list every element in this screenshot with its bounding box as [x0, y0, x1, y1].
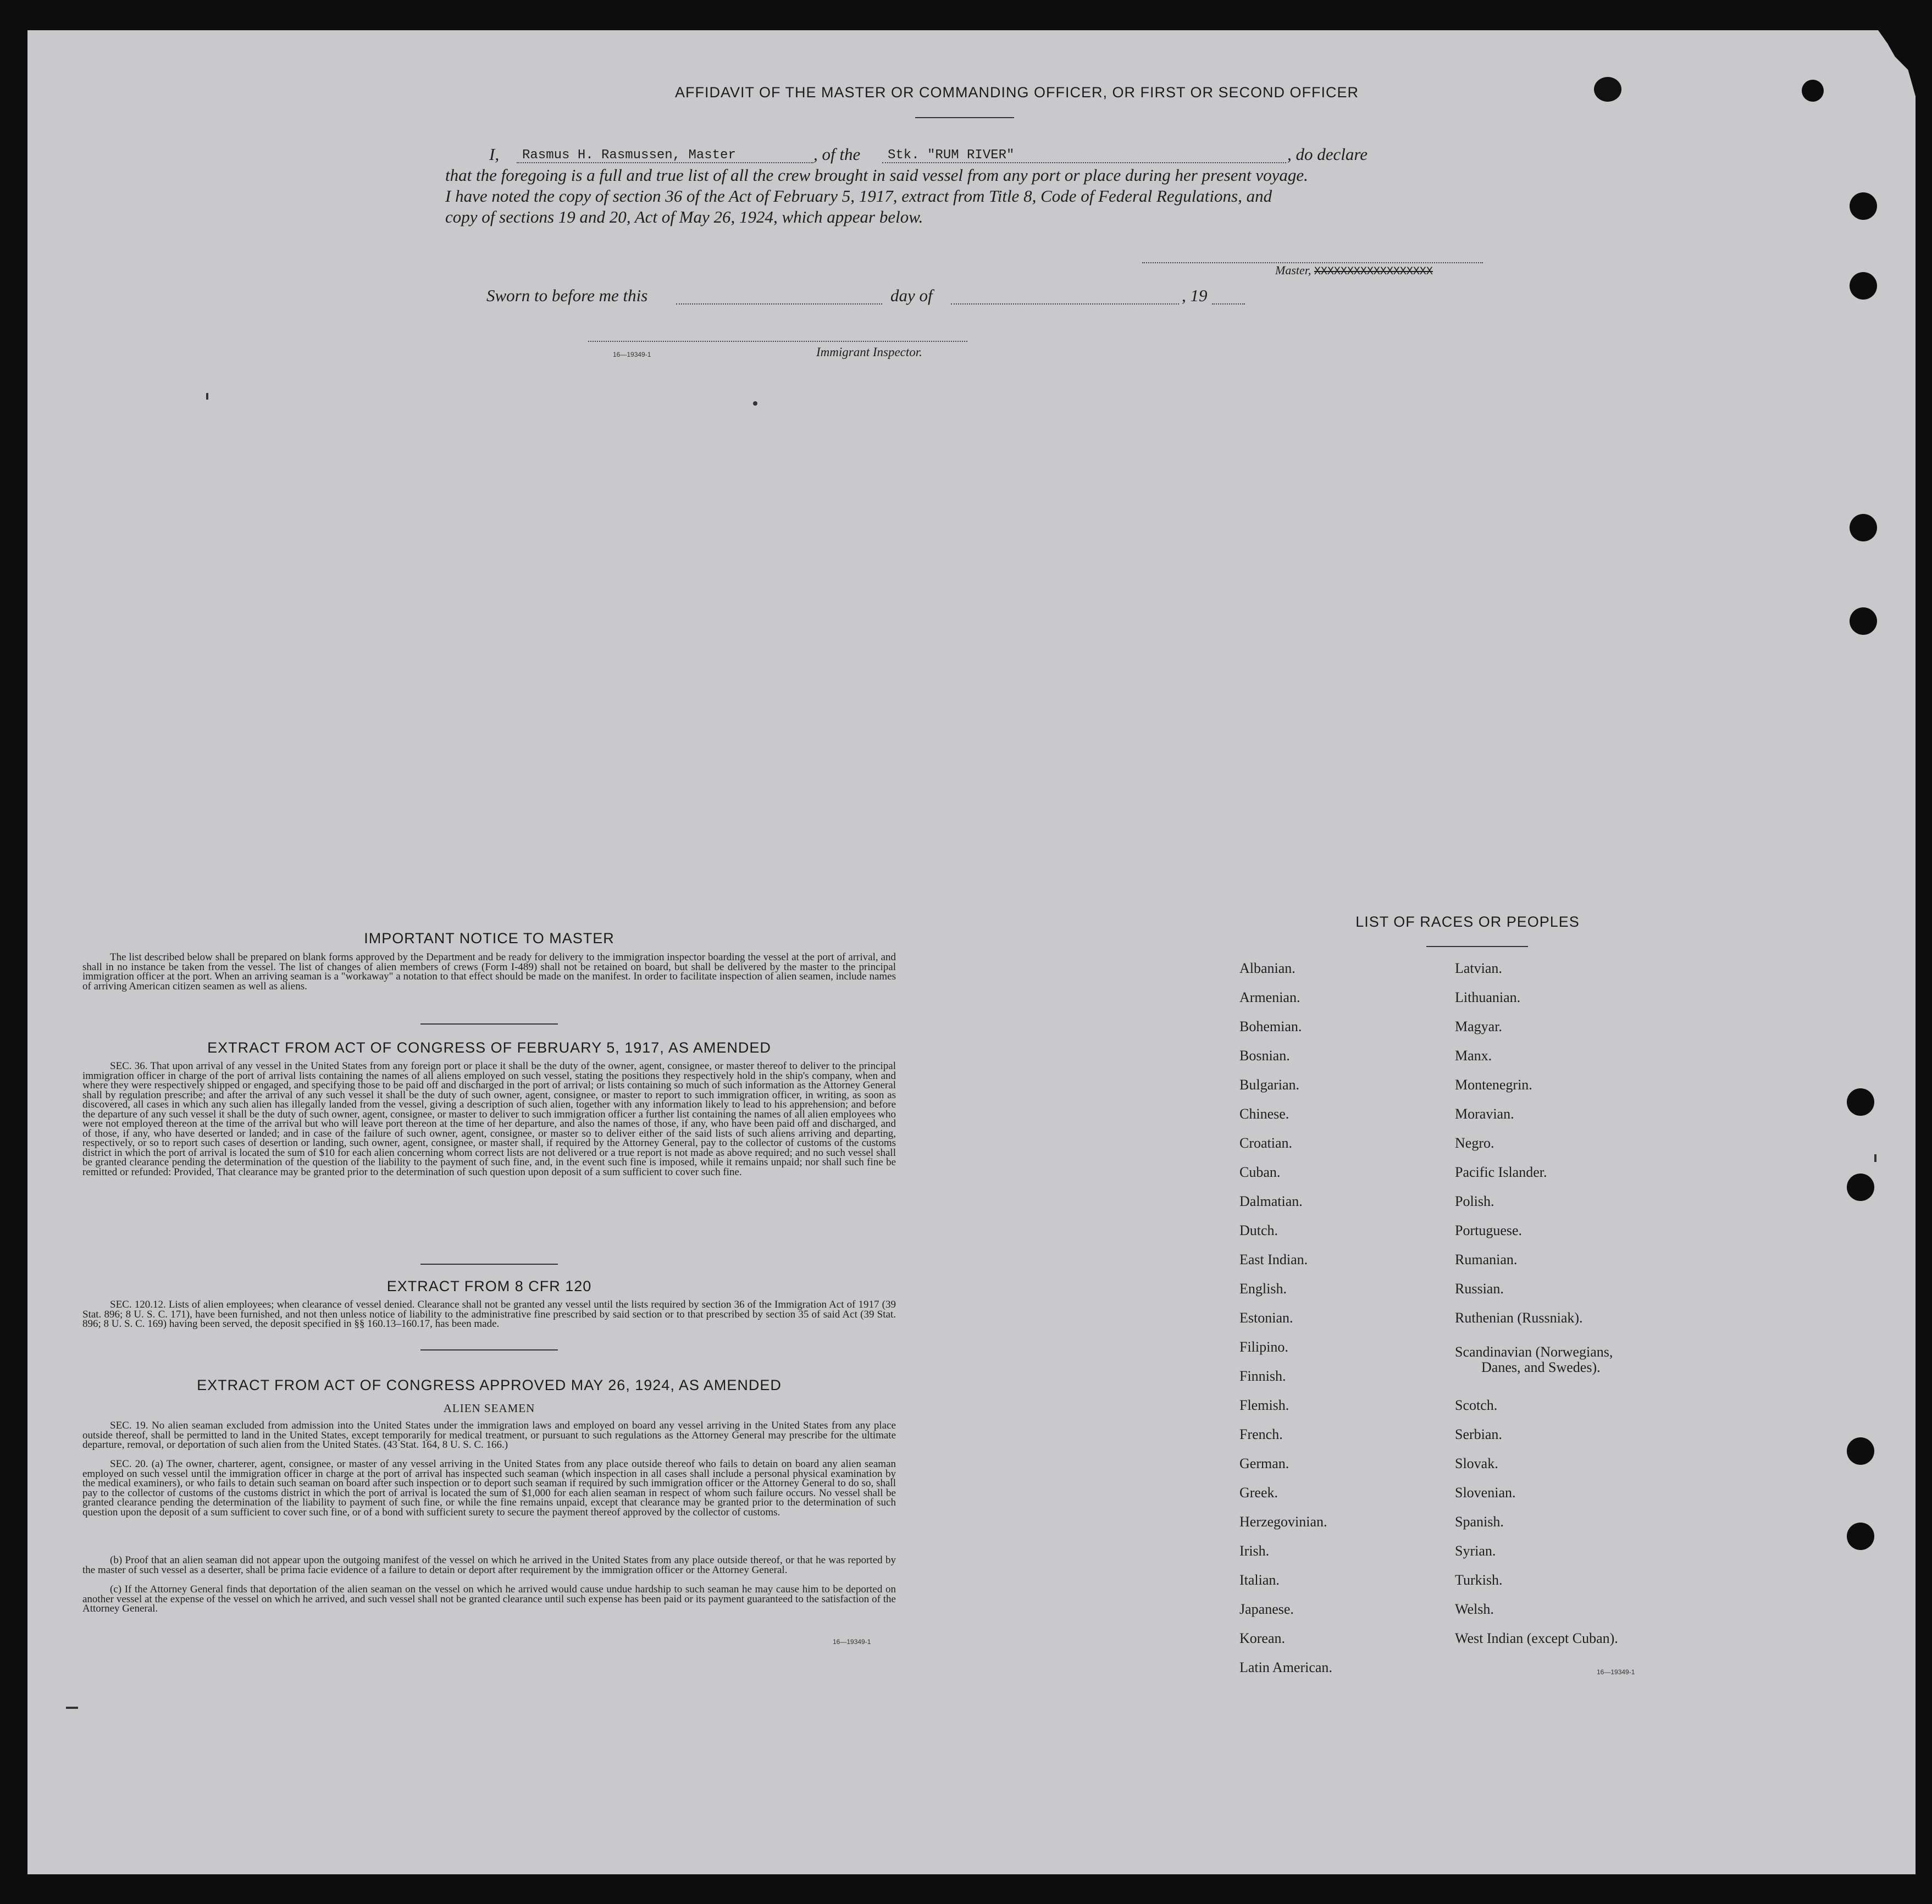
race-item: Bosnian.	[1239, 1048, 1290, 1064]
master-name-line	[517, 162, 813, 163]
punch-hole	[1850, 514, 1877, 541]
race-item: Manx.	[1455, 1048, 1492, 1064]
extract-cfr-body: SEC. 120.12. Lists of alien employees; when clearance of vessel denied. Clearance shall not be granted any vessel until the lists required by section 36 of the Immigration Act of 1917 (39 Stat. 896; 8 U. S. C. 171), have been furnished, and not then unless notice of liability to the administrative fine prescribed by said section or to that prescribed by section 35 of said Act (39 Stat. 896; 8 U. S. C. 169) having been served, the deposit specified in §§ 160.13–160.17, has been made.	[82, 1299, 896, 1330]
race-item: Dutch.	[1239, 1222, 1278, 1238]
race-item: Latin American.	[1239, 1659, 1332, 1675]
race-item: German.	[1239, 1455, 1289, 1471]
torn-corner	[1822, 30, 1916, 96]
race-item: Armenian.	[1239, 989, 1300, 1005]
signature-label: Master,	[1275, 263, 1311, 277]
title-rule	[915, 117, 1014, 118]
race-item: Slovenian.	[1455, 1485, 1516, 1501]
extract-1924-sec20b: (b) Proof that an alien seaman did not appear upon the outgoing manifest of the vessel on which he arrived in the United States from any place outside thereof, or that he was reported by the master of such vessel as a deserter, shall be prima facie evidence of a failure to detain or deport after requirement by the immigration officer or the Attorney General.	[82, 1554, 896, 1576]
signature-struck: XXXXXXXXXXXXXXXXXX	[1314, 265, 1433, 278]
affidavit-line4: copy of sections 19 and 20, Act of May 26, 1924, which appear below.	[445, 207, 923, 226]
race-item: Portuguese.	[1455, 1222, 1523, 1238]
speck	[753, 401, 757, 406]
race-item: Scotch.	[1455, 1397, 1498, 1413]
punch-hole	[1847, 1088, 1874, 1116]
race-item: Russian.	[1455, 1281, 1504, 1297]
extract-1924-sec20a: SEC. 20. (a) The owner, charterer, agent, consignee, or master of any vessel arriving in the United States from any place outside thereof who fails to detain on board any alien seaman employed on such vessel until the immigration officer in charge at the port of arrival has inspected such seaman (which inspection in all cases shall include a personal physical examination by the medical examiners), or who fails to detain such seaman on board after such inspection or to deport such seaman if required by such immigration officer or the Attorney General to do so, shall pay to the collector of customs of the customs district in which the port of arrival is located the sum of $1,000 for each alien seaman in respect of whom such failure occurs. No vessel shall be granted clearance pending the determination of the liability to payment of such fine, or while the fine remains unpaid, except that clearance may be granted prior to the determination of such question upon the deposit of a sum sufficient to cover such fine, or of a bond with sufficient surety to secure the payment thereof approved by the collector of customs.	[82, 1458, 896, 1518]
speck	[1874, 1154, 1876, 1162]
punch-hole	[1847, 1437, 1874, 1465]
race-item: French.	[1239, 1426, 1283, 1442]
speck	[206, 393, 208, 400]
sworn-month-line	[951, 303, 1179, 305]
vessel-name: Stk. "RUM RIVER"	[888, 148, 1015, 163]
year-label: , 19	[1182, 286, 1208, 305]
affidavit-title: AFFIDAVIT OF THE MASTER OR COMMANDING OFFICER, OR FIRST OR SECOND OFFICER	[674, 84, 1359, 101]
race-item: Polish.	[1455, 1193, 1494, 1209]
race-item: Spanish.	[1455, 1514, 1504, 1530]
punch-hole	[1847, 1523, 1874, 1550]
race-item: Cuban.	[1239, 1164, 1281, 1180]
race-item: Negro.	[1455, 1135, 1494, 1151]
race-item: English.	[1239, 1281, 1287, 1297]
race-item: Danes, and Swedes).	[1481, 1359, 1601, 1375]
extract-1924-sec20c: (c) If the Attorney General finds that deportation of the alien seaman on the vessel on which he arrived would cause undue hardship to such seaman he may cause him to be deported on another vessel at the expense of the vessel on which he arrived, and such vessel shall not be granted clearance until such expense has been paid or its payment guaranteed to the satisfaction of the Attorney General.	[82, 1584, 896, 1614]
punch-hole	[1850, 192, 1877, 220]
do-declare-label: , do declare	[1287, 145, 1368, 164]
extract-1917-rule	[420, 1264, 558, 1265]
race-item: Ruthenian (Russniak).	[1455, 1310, 1583, 1326]
sworn-label: Sworn to before me this	[486, 286, 648, 305]
race-item: Lithuanian.	[1455, 989, 1521, 1005]
speck	[66, 1707, 78, 1709]
ink-blot	[1594, 77, 1621, 102]
race-item: Greek.	[1239, 1485, 1278, 1501]
race-item: Finnish.	[1239, 1368, 1286, 1384]
punch-hole	[1802, 80, 1824, 102]
master-name: Rasmus H. Rasmussen, Master	[522, 148, 736, 163]
affidavit-line2: that the foregoing is a full and true list of all the crew brought in said vessel from any port or place during her present voyage.	[445, 165, 1308, 185]
race-item: Scandinavian (Norwegians,	[1455, 1344, 1613, 1360]
extract-1924-subtitle: ALIEN SEAMEN	[443, 1402, 535, 1415]
of-the-label: , of the	[813, 145, 861, 164]
races-title: LIST OF RACES OR PEOPLES	[1355, 914, 1580, 930]
race-item: Japanese.	[1239, 1601, 1294, 1617]
race-item: Albanian.	[1239, 960, 1296, 976]
document-sheet	[27, 30, 1916, 1874]
race-item: Chinese.	[1239, 1106, 1289, 1122]
sworn-line	[486, 286, 1256, 308]
extract-1917-title: EXTRACT FROM ACT OF CONGRESS OF FEBRUARY 5, 1917, AS AMENDED	[207, 1039, 771, 1056]
race-item: Latvian.	[1455, 960, 1502, 976]
form-number-extract: 16—19349-1	[833, 1638, 871, 1646]
extract-1924-title: EXTRACT FROM ACT OF CONGRESS APPROVED MAY 26, 1924, AS AMENDED	[197, 1377, 782, 1393]
race-item: Rumanian.	[1455, 1252, 1518, 1268]
notice-body: The list described below shall be prepared on blank forms approved by the Department and be ready for delivery to the immigration inspector boarding the vessel at the port of arrival, and shall in no instance be taken from the vessel. The list of changes of alien members of crews (Form I-489) shall not be retained on board, but shall be delivered by the master to the principal immigration officer at the port. When an arriving seaman is a "workaway" a notation to that effect should be made on the manifest. In order to facilitate inspection of alien seamen, include names of arriving American citizen seamen as well as aliens.	[82, 951, 896, 992]
race-item: Moravian.	[1455, 1106, 1514, 1122]
extract-1917-body: SEC. 36. That upon arrival of any vessel in the United States from any foreign port or place it shall be the duty of the owner, agent, consignee, or master thereof to deliver to the principal immigration officer in charge of the port of arrival lists containing the names of all aliens employed on such vessel, stating the positions they respectively hold in the ship's company, when and where they were respectively shipped or engaged, and specifying those to be paid off and discharged in the port of arrival; or lists containing so much of such information as the Attorney General shall by regulation prescribe; and after the arrival of any such vessel it shall be the duty of such owner, agent, consignee, or master to report to such immigration officer, in writing, as soon as discovered, all cases in which any such alien has illegally landed from the vessel, giving a description of such alien, together with any information likely to lead to his apprehension; and before the departure of any such vessel it shall be the duty of such owner, agent, consignee, or master to deliver to such immigration officer a further list containing the names of all alien employees who were not employed thereon at the time of the arrival but who will leave port thereon at the time of her departure, and also the names of those, if any, who have been paid off and discharged, and of those, if any, who have deserted or landed; and in case of the failure of such owner, agent, consignee, or master so to deliver either of the said lists of such aliens arriving and departing, respectively, or so to report such cases of desertion or landing, such owner, agent, consignee, or master shall, if required by the Attorney General, pay to the collector of customs of the customs district in which the port of arrival is located the sum of $10 for each alien concerning whom correct lists are not delivered or a true report is not made as above required; and no such vessel shall be granted clearance pending the determination of the question of the liability to the payment of such fine, and, in the event such fine is imposed, while it remains unpaid; nor shall such fine be remitted or refunded: Provided, That clearance may be granted prior to the determination of such question upon deposit of a sum sufficient to cover such fine.	[82, 1060, 896, 1178]
punch-hole	[1847, 1174, 1874, 1201]
race-item: Herzegovinian.	[1239, 1514, 1327, 1530]
race-item: Pacific Islander.	[1455, 1164, 1547, 1180]
extract-cfr-title: EXTRACT FROM 8 CFR 120	[386, 1278, 592, 1294]
notice-rule	[420, 1023, 558, 1025]
form-number-top: 16—19349-1	[613, 351, 651, 358]
extract-1924-sec19: SEC. 19. No alien seaman excluded from admission into the United States under the immigration laws and employed on board any vessel arriving in the United States from any place outside thereof, shall be permitted to land in the United States, except temporarily for medical treatment, or pursuant to such regulations as the Attorney General may prescribe for the ultimate departure, removal, or deportation of such alien from the United States. (43 Stat. 164, 8 U. S. C. 166.)	[82, 1420, 896, 1451]
form-number-races: 16—19349-1	[1597, 1668, 1635, 1676]
race-item: Korean.	[1239, 1630, 1286, 1646]
race-item: Italian.	[1239, 1572, 1280, 1588]
race-item: Welsh.	[1455, 1601, 1494, 1617]
race-item: Turkish.	[1455, 1572, 1503, 1588]
race-item: Bohemian.	[1239, 1019, 1302, 1034]
inspector-label: Immigrant Inspector.	[816, 345, 922, 359]
extract-cfr-rule	[420, 1349, 558, 1350]
race-item: West Indian (except Cuban).	[1455, 1630, 1618, 1646]
race-item: Magyar.	[1455, 1019, 1502, 1034]
race-item: Slovak.	[1455, 1455, 1498, 1471]
i-label: I,	[489, 145, 500, 164]
race-item: Croatian.	[1239, 1135, 1293, 1151]
vessel-name-line	[882, 162, 1286, 163]
races-rule	[1426, 946, 1528, 947]
race-item: Irish.	[1239, 1543, 1270, 1559]
signature-block	[1275, 263, 1433, 279]
punch-hole	[1850, 272, 1877, 300]
race-item: Estonian.	[1239, 1310, 1293, 1326]
affidavit-line3: I have noted the copy of section 36 of the Act of February 5, 1917, extract from Title 8, Code of Federal Regulations, and	[445, 186, 1272, 206]
race-item: Filipino.	[1239, 1339, 1288, 1355]
day-of-label: day of	[890, 286, 933, 305]
punch-hole	[1850, 607, 1877, 635]
race-item: Flemish.	[1239, 1397, 1289, 1413]
race-item: Montenegrin.	[1455, 1077, 1532, 1093]
race-item: Dalmatian.	[1239, 1193, 1303, 1209]
sworn-day-line	[676, 303, 882, 305]
race-item: East Indian.	[1239, 1252, 1308, 1268]
race-item: Serbian.	[1455, 1426, 1502, 1442]
notice-title: IMPORTANT NOTICE TO MASTER	[364, 930, 615, 947]
inspector-line	[588, 341, 967, 342]
race-item: Syrian.	[1455, 1543, 1496, 1559]
sworn-year-line	[1212, 303, 1245, 305]
race-item: Bulgarian.	[1239, 1077, 1300, 1093]
